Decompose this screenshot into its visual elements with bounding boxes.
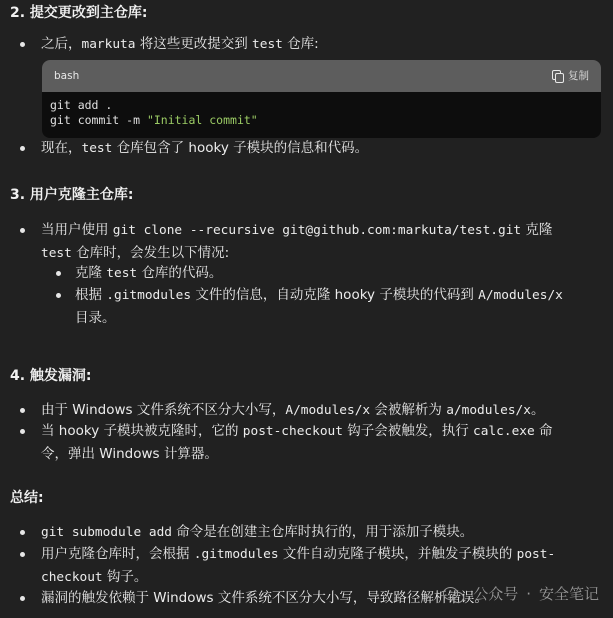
bullet [20, 408, 25, 413]
bullet [56, 293, 61, 298]
list-item: git submodule add 命令是在创建主仓库时执行的，用于添加子模块。 [20, 521, 598, 544]
bullet [20, 552, 25, 557]
bullet [20, 596, 25, 601]
sub-list-item: 根据 .gitmodules 文件的信息，自动克隆 hooky 子模块的代码到 A/modules/x 目录。 [56, 284, 596, 329]
sub-list-item: 克隆 test 仓库的代码。 [56, 262, 596, 285]
bullet [20, 228, 25, 233]
code-content: git add . git commit -m "Initial commit" [50, 98, 258, 127]
list-item: 用户克隆仓库时，会根据 .gitmodules 文件自动克隆子模块，并触发子模块的 post- checkout 钩子。 [20, 543, 598, 589]
bullet [20, 530, 25, 535]
list-item: 当用户使用 git clone --recursive git@github.com:markuta/test.git 克隆 test 仓库时，会发生以下情况: [20, 219, 598, 265]
summary-heading: 总结: [10, 490, 44, 506]
wechat-icon [443, 585, 465, 603]
list-item: 现在，test 仓库包含了 hooky 子模块的信息和代码。 [20, 137, 598, 160]
list-item: 漏洞的触发依赖于 Windows 文件系统不区分大小写，导致路径解析错误。 [20, 587, 598, 609]
section-2-heading: 2. 提交更改到主仓库: [10, 5, 148, 21]
section-4-heading: 4. 触发漏洞: [10, 368, 92, 384]
code-language-label: bash [54, 70, 80, 82]
bullet [20, 429, 25, 434]
bullet [20, 146, 25, 151]
copy-button[interactable] [552, 65, 589, 87]
copy-button-label: 复制 [568, 70, 589, 82]
list-item: 之后，markuta 将这些更改提交到 test 仓库: [20, 33, 598, 56]
bullet [56, 271, 61, 276]
watermark: 公众号 · 安全笔记 [443, 583, 599, 605]
bullet [20, 42, 25, 47]
list-item: 由于 Windows 文件系统不区分大小写，A/modules/x 会被解析为 a/modules/x。 [20, 399, 598, 422]
code-block-header [42, 60, 601, 92]
code-block [42, 60, 601, 138]
list-item: 当 hooky 子模块被克隆时，它的 post-checkout 钩子会被触发，执行 calc.exe 命 令，弹出 Windows 计算器。 [20, 420, 598, 465]
copy-icon [552, 70, 563, 82]
section-3-heading: 3. 用户克隆主仓库: [10, 187, 134, 203]
